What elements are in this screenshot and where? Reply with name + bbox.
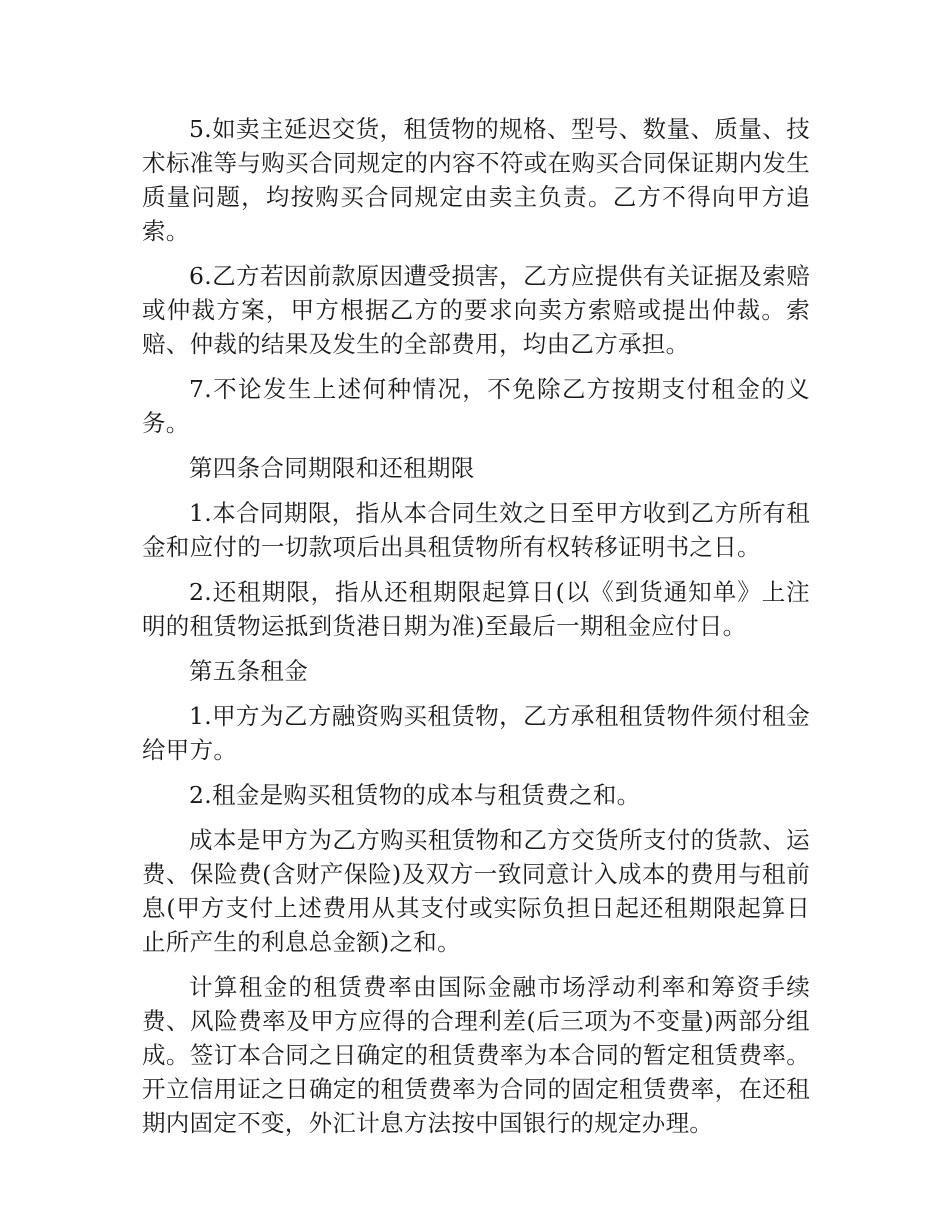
clause-3-item-7: 7.不论发生上述何种情况，不免除乙方按期支付租金的义务。 — [142, 375, 810, 437]
clause-5-item-2: 2.租金是购买租赁物的成本与租赁费之和。 — [189, 781, 641, 809]
clause-5-item-1: 1.甲方为乙方融资购买租赁物，乙方承租租赁物件须付租金给甲方。 — [142, 702, 810, 764]
clause-4-item-1: 1.本合同期限，指从本合同生效之日至甲方收到乙方所有租金和应付的一切款项后出具租赁物所有权转移证明书之日。 — [142, 499, 810, 561]
article-5-heading: 第五条租金 — [189, 657, 308, 685]
clause-3-item-5: 5.如卖主延迟交货，租赁物的规格、型号、数量、质量、技术标准等与购买合同规定的内容不符或在购买合同保证期内发生质量问题，均按购买合同规定由卖主负责。乙方不得向甲方追索。 — [142, 115, 810, 245]
clause-4-item-2: 2.还租期限，指从还租期限起算日(以《到货通知单》上注明的租赁物运抵到货港日期为准)至最后一期租金应付日。 — [142, 578, 810, 640]
cost-definition-paragraph: 成本是甲方为乙方购买租赁物和乙方交货所支付的货款、运费、保险费(含财产保险)及双方一致同意计入成本的费用与租前息(甲方支付上述费用从其支付或实际负担日起还租期限起算日止所产生的利息总金额)之和。 — [142, 826, 810, 956]
rate-calculation-paragraph: 计算租金的租赁费率由国际金融市场浮动利率和筹资手续费、风险费率及甲方应得的合理利差(后三项为不变量)两部分组成。签订本合同之日确定的租赁费率为本合同的暂定租赁费率。开立信用证之日确定的租赁费率为合同的固定租赁费率，在还租期内固定不变，外汇计息方法按中国银行的规定办理。 — [142, 973, 810, 1137]
document-page — [142, 112, 810, 1151]
clause-3-item-6: 6.乙方若因前款原因遭受损害，乙方应提供有关证据及索赔或仲裁方案，甲方根据乙方的要求向卖方索赔或提出仲裁。索赔、仲裁的结果及发生的全部费用，均由乙方承担。 — [142, 262, 810, 358]
article-4-heading: 第四条合同期限和还租期限 — [189, 454, 475, 482]
